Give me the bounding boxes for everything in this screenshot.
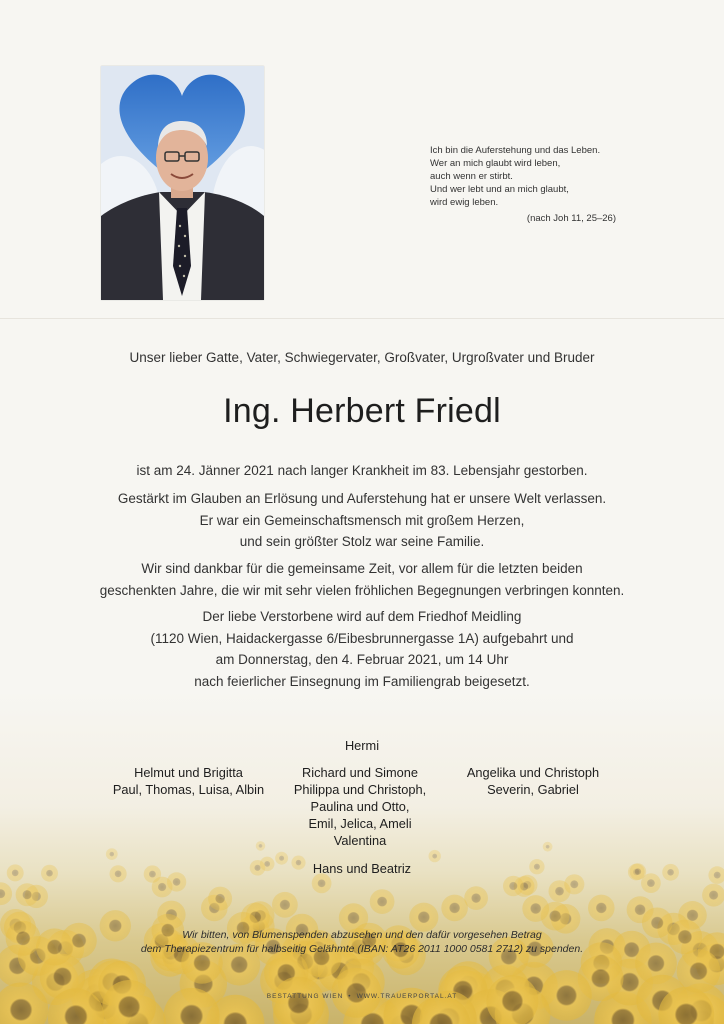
text-line: geschenkten Jahre, die wir mit sehr vielen fröhlichen Begegnungen verbringen konnten. <box>99 582 625 598</box>
family-name: Emil, Jelica, Ameli <box>308 816 412 831</box>
footer-separator: • <box>348 993 352 1000</box>
family-name: Paul, Thomas, Luisa, Albin <box>112 782 265 797</box>
verse-line: auch wenn er stirbt. <box>430 171 513 182</box>
footer-imprint <box>0 993 724 1000</box>
footer-website: WWW.TRAUERPORTAL.AT <box>356 993 458 1000</box>
verse-line: Wer an mich glaubt wird leben, <box>430 158 561 169</box>
intro-relation-line: Unser lieber Gatte, Vater, Schwiegervater, Großvater, Urgroßvater und Bruder <box>129 350 595 365</box>
death-announcement <box>0 460 724 482</box>
donation-request <box>0 928 724 956</box>
text-line: Gestärkt im Glauben an Erlösung und Auferstehung hat er unsere Welt verlassen. <box>117 491 607 506</box>
family-name: Philippa und Christoph, <box>293 782 427 797</box>
family-group-right <box>448 764 618 798</box>
portrait-photo <box>101 66 264 300</box>
text-line: Wir bitten, von Blumenspenden abzusehen und den dafür vorgesehen Betrag <box>182 929 542 941</box>
text-line: am Donnerstag, den 4. Februar 2021, um 14 Uhr <box>215 652 509 667</box>
text-line: Wir sind dankbar für die gemeinsame Zeit, vor allem für die letzten beiden <box>141 561 583 576</box>
sunflower-shape <box>208 887 232 911</box>
sunflower-shape <box>522 895 549 922</box>
footer-company: BESTATTUNG WIEN <box>266 993 344 1000</box>
family-name: Valentina <box>333 833 387 848</box>
sunflower-shape <box>144 865 161 882</box>
text-line: Der liebe Verstorbene wird auf dem Friedhof Meidling <box>202 609 522 624</box>
text-line: und sein größter Stolz war seine Familie. <box>239 534 485 549</box>
sunflower-shape <box>564 874 584 894</box>
family-spouse <box>262 737 462 754</box>
sunflower-shape <box>370 889 395 914</box>
family-name: Richard und Simone <box>302 765 418 780</box>
family-group-middle <box>265 764 455 849</box>
verse-line: Und wer lebt und an mich glaubt, <box>430 184 569 195</box>
family-sibling <box>262 860 462 877</box>
sunflower-shape <box>588 895 615 922</box>
text-line: Er war ein Gemeinschaftsmensch mit großem Herzen, <box>199 512 525 528</box>
sunflower-shape <box>110 865 127 882</box>
sunflower-shape <box>272 892 298 918</box>
text-line: nach feierlicher Einsegnung im Familiengrab beigesetzt. <box>194 673 530 689</box>
family-name: Paulina und Otto, <box>310 799 410 814</box>
sunflower-shape <box>662 864 679 881</box>
verse-line: wird ewig leben. <box>430 197 499 208</box>
family-name: Helmut und Brigitta <box>134 765 243 780</box>
funeral-details <box>0 606 724 692</box>
deceased-name: Ing. Herbert Friedl <box>223 392 501 430</box>
tribute-paragraph <box>0 488 724 553</box>
family-name: Severin, Gabriel <box>487 782 579 797</box>
family-name: Angelika und Christoph <box>466 765 600 780</box>
sunflower-shape <box>441 895 468 922</box>
sunflower-shape <box>641 873 661 893</box>
gratitude-paragraph <box>0 558 724 601</box>
family-name: Hans und Beatriz <box>312 861 412 876</box>
text-line: ist am 24. Jänner 2021 nach langer Krankheit im 83. Lebensjahr gestorben. <box>136 463 588 478</box>
sunflower-shape <box>106 848 118 860</box>
family-group-left <box>96 764 281 798</box>
fold-line <box>0 318 724 319</box>
verse-line: Ich bin die Auferstehung und das Leben. <box>430 145 601 156</box>
sunflower-shape <box>7 864 24 881</box>
sunflower-shape <box>543 842 553 852</box>
sunflower-shape <box>16 883 39 906</box>
family-name: Hermi <box>344 738 380 753</box>
verse-source: (nach Joh 11, 25–26) <box>526 213 616 224</box>
bible-verse <box>430 144 630 225</box>
sunflower-shape <box>41 865 58 882</box>
sunflower-shape <box>256 841 266 851</box>
sunflower-shape <box>503 876 524 897</box>
text-line: dem Therapiezentrum für halbseitig Gelähmte (IBAN: AT26 2011 1000 0581 2712) zu spenden. <box>140 943 584 955</box>
sunflower-shape <box>529 859 544 874</box>
text-line: (1120 Wien, Haidackergasse 6/Eibesbrunnergasse 1A) aufgebahrt und <box>150 630 574 646</box>
